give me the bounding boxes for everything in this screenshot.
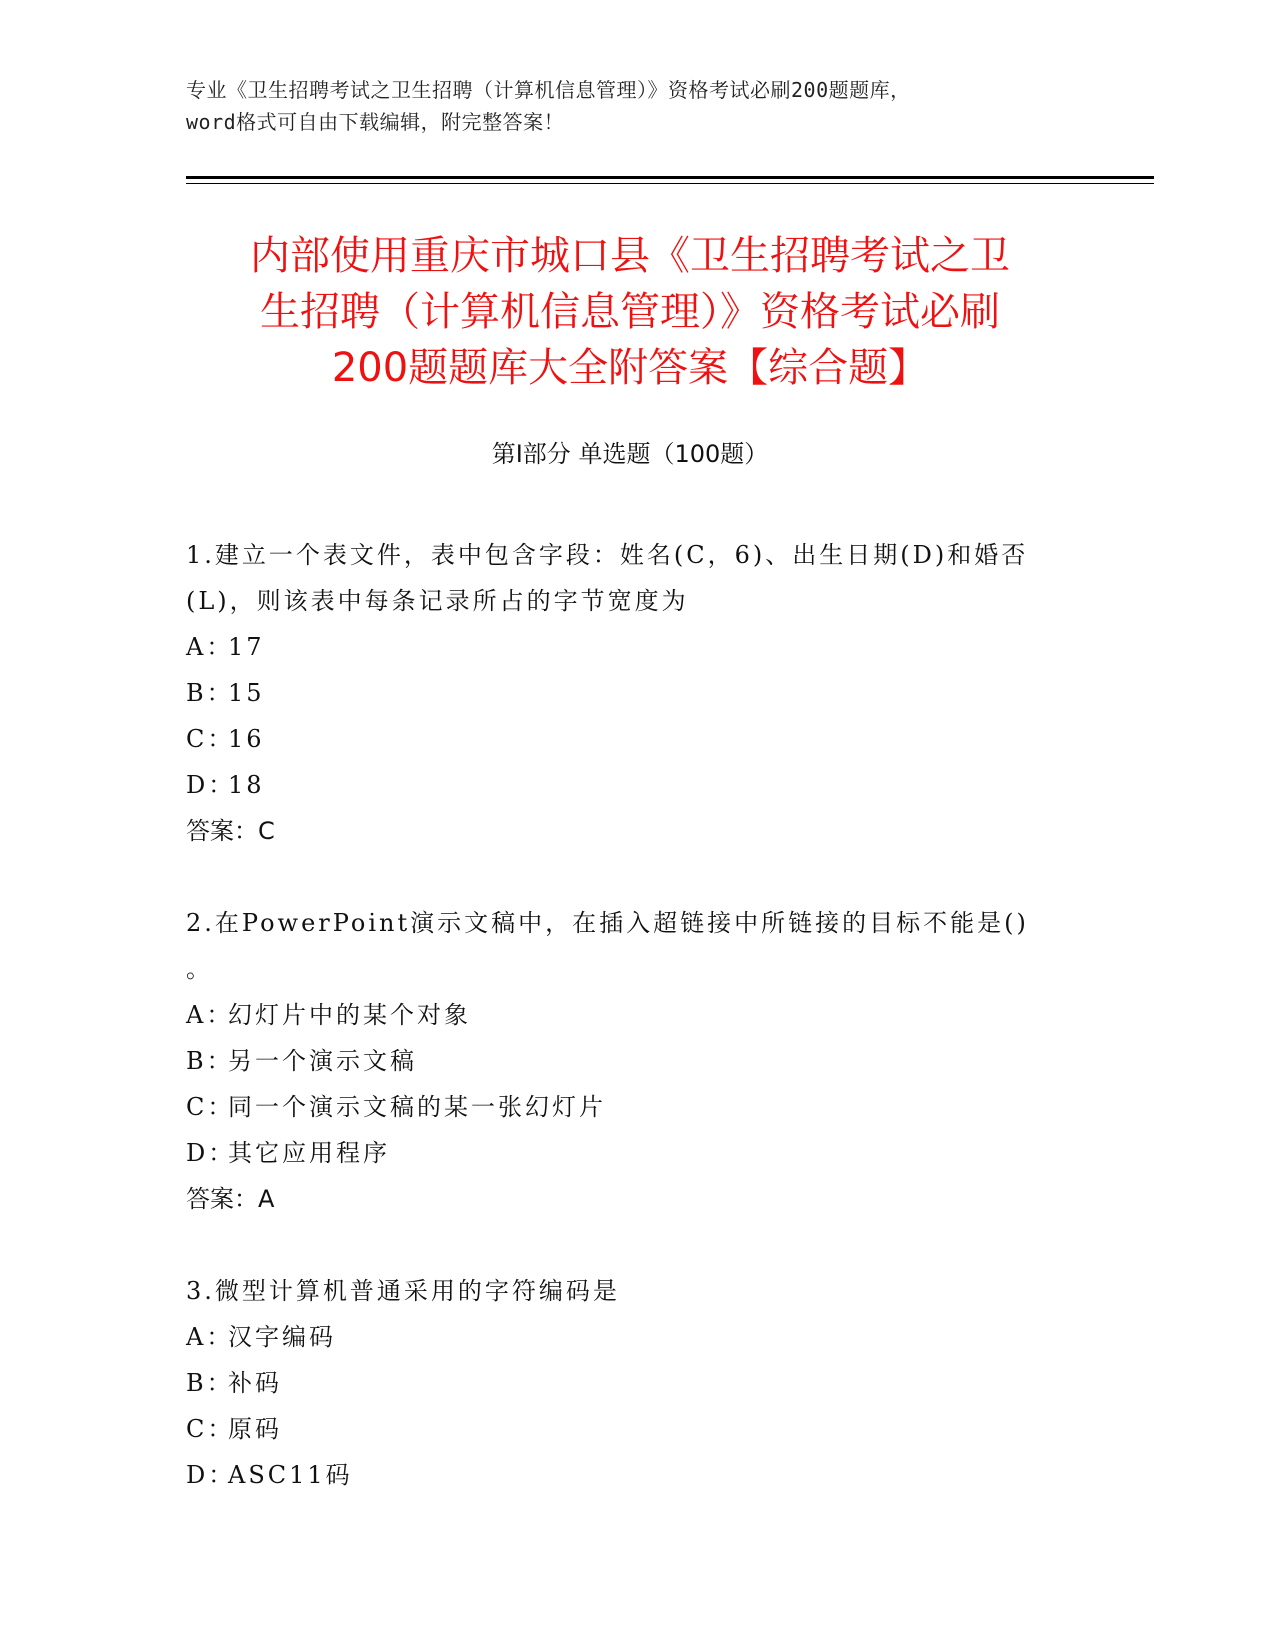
question-stem-line: 。 — [186, 955, 213, 983]
header-note-line-1: 专业《卫生招聘考试之卫生招聘（计算机信息管理）》资格考试必刷200题题库， — [186, 78, 911, 102]
header-note — [186, 74, 1086, 138]
option-text: 其它应用程序 — [228, 1139, 390, 1167]
question-1 — [186, 532, 1086, 854]
header-note-line-2: word格式可自由下载编辑，附完整答案！ — [186, 110, 565, 134]
answer-line: 答案：C — [186, 817, 275, 845]
option-text: 幻灯片中的某个对象 — [228, 1001, 471, 1029]
question-2 — [186, 900, 1086, 1222]
option-key: D： — [186, 771, 236, 799]
option-key: C： — [186, 1093, 235, 1121]
question-stem-line: 1.建立一个表文件，表中包含字段：姓名(C，6)、出生日期(D)和婚否 — [186, 541, 1029, 569]
header-divider-thick — [186, 176, 1154, 179]
option-text: 原码 — [228, 1415, 282, 1443]
option-text: 同一个演示文稿的某一张幻灯片 — [228, 1093, 606, 1121]
option-text: 汉字编码 — [228, 1323, 336, 1351]
option-d — [186, 1452, 1086, 1498]
option-key: C： — [186, 1415, 235, 1443]
option-text: 16 — [228, 725, 265, 753]
option-key: B： — [186, 1047, 234, 1075]
option-text: 另一个演示文稿 — [228, 1047, 417, 1075]
question-spacer — [186, 1222, 1086, 1268]
option-key: D： — [186, 1139, 236, 1167]
option-key: C： — [186, 725, 235, 753]
question-spacer — [186, 854, 1086, 900]
option-text: 补码 — [228, 1369, 282, 1397]
option-a — [186, 992, 1086, 1038]
question-stem-line: (L)，则该表中每条记录所占的字节宽度为 — [186, 587, 689, 615]
option-key: A： — [186, 1323, 234, 1351]
option-key: B： — [186, 679, 234, 707]
option-c — [186, 1084, 1086, 1130]
option-d — [186, 762, 1086, 808]
option-key: B： — [186, 1369, 234, 1397]
option-text: 17 — [228, 633, 265, 661]
option-b — [186, 1360, 1086, 1406]
answer-line: 答案：A — [186, 1185, 275, 1213]
question-list — [186, 532, 1086, 1498]
option-c — [186, 716, 1086, 762]
question-stem-line: 2.在PowerPoint演示文稿中，在插入超链接中所链接的目标不能是() — [186, 909, 1029, 937]
option-b — [186, 670, 1086, 716]
option-a — [186, 624, 1086, 670]
header-divider-thin — [186, 183, 1154, 184]
question-3 — [186, 1268, 1086, 1498]
option-b — [186, 1038, 1086, 1084]
option-key: A： — [186, 1001, 234, 1029]
option-key: D： — [186, 1461, 236, 1489]
option-text: ASC11码 — [228, 1461, 353, 1489]
option-a — [186, 1314, 1086, 1360]
document-title — [186, 228, 1074, 396]
option-text: 18 — [228, 771, 265, 799]
title-line-3: 200题题库大全附答案【综合题】 — [331, 345, 929, 391]
question-stem-line: 3.微型计算机普通采用的字符编码是 — [186, 1277, 620, 1305]
option-key: A： — [186, 633, 234, 661]
title-line-1: 内部使用重庆市城口县《卫生招聘考试之卫 — [250, 233, 1010, 279]
option-c — [186, 1406, 1086, 1452]
title-line-2: 生招聘（计算机信息管理）》资格考试必刷 — [260, 289, 1000, 335]
option-text: 15 — [228, 679, 265, 707]
option-d — [186, 1130, 1086, 1176]
section-heading: 第Ⅰ部分 单选题（100题） — [491, 440, 769, 468]
